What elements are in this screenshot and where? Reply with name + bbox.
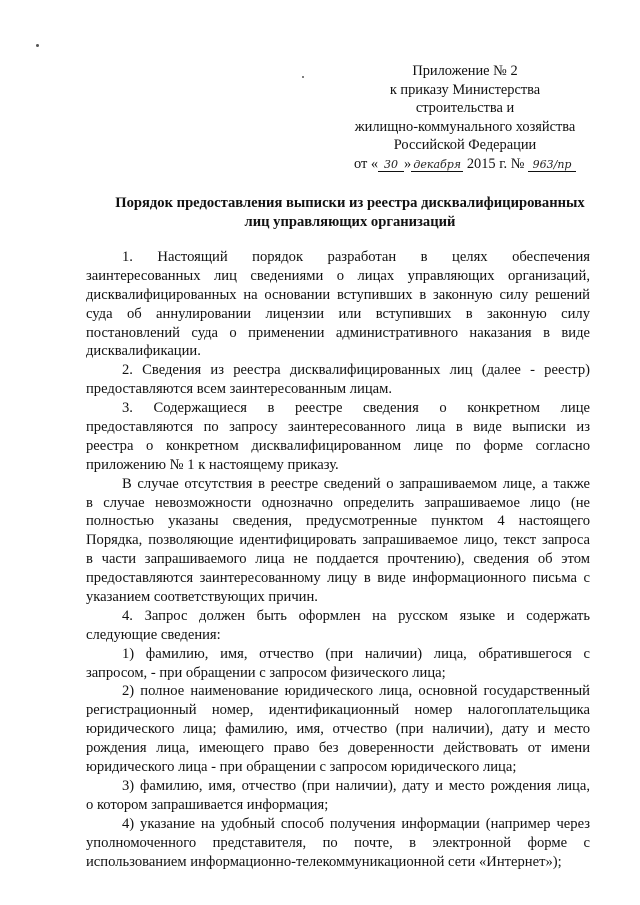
paragraph-line: предоставляются всем заинтересованным лицам. [86, 381, 392, 398]
paragraph-line: Порядка, позволяющие идентифицировать запрашиваемое лицо, текст запроса [86, 532, 590, 549]
document-body [86, 248, 590, 871]
paragraph [86, 607, 590, 645]
order-reference: к приказу Министерства [389, 81, 541, 98]
paragraph [86, 248, 590, 361]
appendix-header [330, 62, 600, 174]
paragraph [86, 361, 590, 399]
handwritten-order-number: 963/пр [528, 159, 576, 172]
paragraph-line: дисквалифицированных на основании вступивших в законную силу решений [86, 286, 590, 303]
paragraph [86, 399, 590, 475]
paragraph-line: полностью указаны сведения, предусмотренные пунктом 4 настоящего [86, 513, 590, 530]
paragraph-line: 3) фамилию, имя, отчество (при наличии), дату и место рождения лица, [122, 777, 590, 794]
paragraph [86, 777, 590, 815]
ministry-name-part2: жилищно-коммунального хозяйства [354, 118, 576, 135]
paragraph [86, 682, 590, 776]
paragraph-line: заинтересованных лиц сведениями о лицах управляющих организаций, [86, 267, 590, 284]
scan-speck [36, 44, 39, 47]
appendix-number: Приложение № 2 [412, 63, 518, 79]
paragraph-line: запросом, - при обращении с запросом физического лица; [86, 664, 446, 681]
paragraph-line: постановлений суда о применении административного наказания в виде [86, 324, 590, 341]
paragraph-line: о котором запрашивается информация; [86, 796, 329, 813]
paragraph [86, 475, 590, 607]
paragraph-line: следующие сведения: [86, 626, 221, 643]
paragraph-line: юридического лица - при обращении с запросом юридического лица; [86, 759, 517, 776]
paragraph [86, 645, 590, 683]
paragraph-line: 1) фамилию, имя, отчество (при наличии) лица, обратившегося с [122, 645, 590, 662]
paragraph-line: регистрационный номер, идентификационный номер налогоплательщика [86, 702, 590, 719]
paragraph-line: предоставляются заинтересованному лицу в виде информационного письма с [86, 570, 590, 587]
paragraph-line: В случае отсутствия в реестре сведений о запрашиваемом лице, а также [122, 475, 590, 492]
handwritten-day: 30 [378, 159, 404, 172]
paragraph-line: реестра о конкретном дисквалифицированном лице по форме согласно [86, 437, 590, 454]
paragraph-line: дисквалификации. [86, 343, 201, 360]
paragraph-line: юридического лица; фамилию, имя, отчество (при наличии), дату и место [86, 721, 590, 738]
paragraph-line: 4) указание на удобный способ получения информации (например через [122, 815, 590, 832]
scan-speck [302, 76, 304, 78]
paragraph-line: приложению № 1 к настоящему приказу. [86, 456, 339, 473]
paragraph-line: уполномоченного представителя, по почте, в электронной форме с [86, 834, 590, 851]
paragraph-line: 4. Запрос должен быть оформлен на русском языке и содержать [122, 607, 590, 624]
paragraph-line: предоставляются по запросу заинтересованного лица в виде выписки из [86, 419, 590, 436]
paragraph-line: рождения лица, имеющего право без доверенности действовать от имени [86, 740, 590, 757]
title-line-1: Порядок предоставления выписки из реестра дисквалифицированных [115, 195, 585, 211]
paragraph-line: указанием соответствующих причин. [86, 589, 318, 606]
title-line-2: лиц управляющих организаций [244, 214, 456, 230]
handwritten-month: декабря [411, 159, 463, 172]
paragraph-line: 1. Настоящий порядок разработан в целях обеспечения [122, 249, 590, 265]
ministry-name-part3: Российской Федерации [393, 137, 537, 154]
order-date-line: от « 30 » декабря 2015 г. № 963/пр [330, 155, 600, 174]
paragraph [86, 815, 590, 872]
document-title [60, 194, 640, 232]
paragraph-line: 2) полное наименование юридического лица, основной государственный [122, 683, 590, 700]
paragraph-line: 3. Содержащиеся в реестре сведения о конкретном лице [122, 400, 590, 417]
ministry-name-part1: строительства и [415, 100, 515, 117]
paragraph-line: в случае невозможности однозначно определить запрашиваемое лицо (не [86, 494, 590, 511]
paragraph-line: 2. Сведения из реестра дисквалифицированных лиц (далее - реестр) [122, 362, 590, 379]
paragraph-line: суда об аннулировании лицензии или вступивших в законную силу [86, 305, 590, 322]
paragraph-line: в части запрашиваемого лица не поддается прочтению), сведения об этом [86, 551, 590, 568]
paragraph-line: использованием информационно-телекоммуникационной сети «Интернет»); [86, 853, 562, 870]
